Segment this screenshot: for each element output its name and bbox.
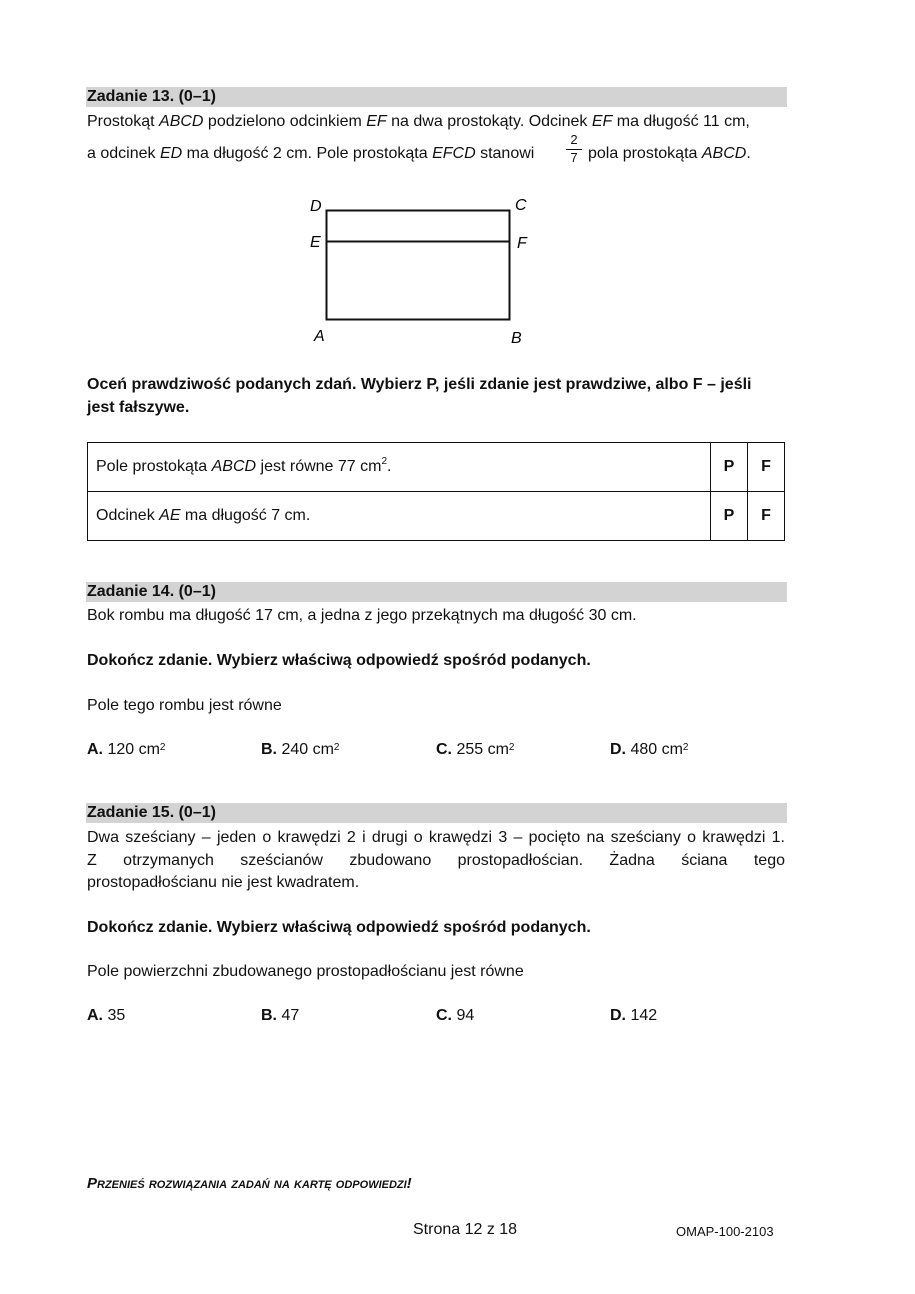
task13-instruction-line2: jest fałszywe. xyxy=(87,399,190,416)
task13-text-line2: a odcinek ED ma długość 2 cm. Pole prostokąta EFCD stanowi xyxy=(87,145,535,162)
fraction-numerator: 2 xyxy=(570,132,578,147)
task15-header: Zadanie 15. (0–1) xyxy=(86,803,787,823)
task14-option-c[interactable]: C. 255 $cm^2$ xyxy=(436,741,515,758)
task13-text-line2-end: pola prostokąta ABCD. xyxy=(588,145,751,162)
answer-p-2[interactable]: P xyxy=(711,492,748,541)
answer-p-1[interactable]: P xyxy=(711,443,748,492)
table-row xyxy=(88,492,785,541)
rectangle-abcd xyxy=(327,211,510,320)
fraction-denominator: 7 xyxy=(570,150,578,165)
task14-option-d[interactable]: D. 480 $cm^2$ xyxy=(610,741,689,758)
task15-option-c[interactable]: C. 94 xyxy=(436,1007,475,1024)
task13-text-line1: Prostokąt ABCD podzielono odcinkiem EF na dwa prostokąty. Odcinek EF ma długość 11 cm, xyxy=(87,113,750,130)
label-c: C xyxy=(515,197,527,214)
task15-option-b[interactable]: B. 47 xyxy=(261,1007,300,1024)
answer-f-2[interactable]: F xyxy=(748,492,785,541)
task14-option-b[interactable]: B. 240 $cm^2$ xyxy=(261,741,340,758)
transfer-answers-note: Przenieś rozwiązania zadań na kartę odpowiedzi! xyxy=(87,1175,412,1192)
label-f: F xyxy=(517,235,527,252)
true-false-table xyxy=(87,442,785,541)
task15-instruction: Dokończ zdanie. Wybierz właściwą odpowiedź spośród podanych. xyxy=(87,919,591,936)
task15-stem: Pole powierzchni zbudowanego prostopadłościanu jest równe xyxy=(87,963,524,980)
statement-cell: Odcinek AE ma długość 7 cm. xyxy=(88,492,711,541)
table-row xyxy=(88,443,785,492)
task15-option-a[interactable]: A. 35 xyxy=(87,1007,126,1024)
exam-code: OMAP-100-2103 xyxy=(676,1224,774,1239)
task14-option-a[interactable]: A. 120 $cm^2$ xyxy=(87,741,166,758)
task14-header: Zadanie 14. (0–1) xyxy=(86,582,787,602)
fraction-two-sevenths xyxy=(566,133,582,165)
task14-text: Bok rombu ma długość 17 cm, a jedna z jego przekątnych ma długość 30 cm. xyxy=(87,607,637,624)
answer-f-1[interactable]: F xyxy=(748,443,785,492)
label-e: E xyxy=(310,234,321,251)
label-a: A xyxy=(314,328,325,345)
statement-cell: Pole prostokąta ABCD jest równe 77 $cm^2$. xyxy=(88,443,711,492)
label-d: D xyxy=(310,198,322,215)
page-number: Strona 12 z 18 xyxy=(413,1221,518,1238)
task14-instruction: Dokończ zdanie. Wybierz właściwą odpowiedź spośród podanych. xyxy=(87,652,591,669)
task15-text-line3: prostopadłościanu nie jest kwadratem. xyxy=(87,874,360,891)
task14-stem: Pole tego rombu jest równe xyxy=(87,697,282,714)
rectangle-diagram xyxy=(300,190,540,350)
task15-text-line1: Dwa sześciany – jeden o krawędzi 2 i drugi o krawędzi 3 – pocięto na sześciany o krawędzi 1. xyxy=(87,829,785,846)
task15-option-d[interactable]: D. 142 xyxy=(610,1007,658,1024)
label-b: B xyxy=(511,330,522,347)
task13-header: Zadanie 13. (0–1) xyxy=(86,87,787,107)
task15-text-line2: Z otrzymanych sześcianów zbudowano prostopadłościan. Żadna ściana tego xyxy=(87,852,785,869)
task13-instruction-line1: Oceń prawdziwość podanych zdań. Wybierz P, jeśli zdanie jest prawdziwe, albo F – jeśli xyxy=(87,376,752,393)
